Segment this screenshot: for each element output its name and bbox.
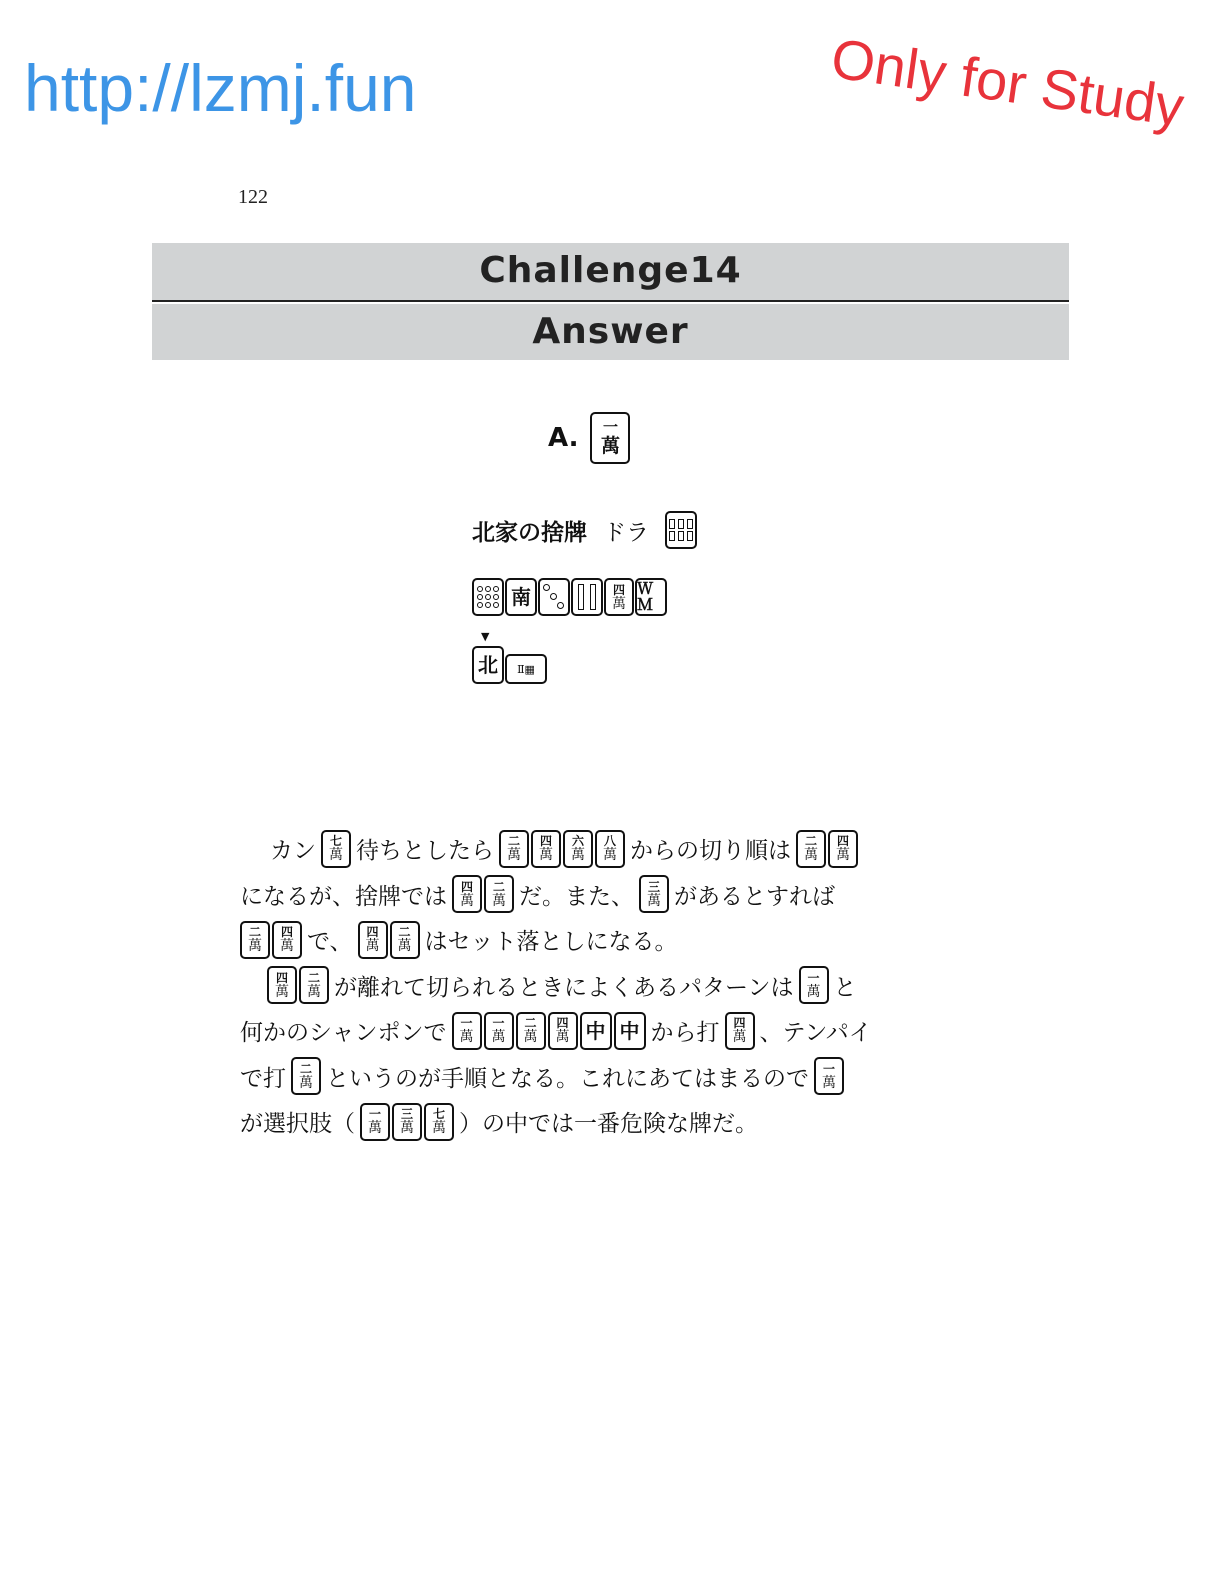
tile-1-man xyxy=(799,966,829,1004)
tile-3-man xyxy=(392,1103,422,1141)
tile-number: 七 xyxy=(432,1107,445,1122)
tile-suit: 萬 xyxy=(459,1029,474,1046)
text-line-4 xyxy=(240,963,960,1009)
tile-6-man xyxy=(563,830,593,868)
tile-2-man xyxy=(516,1012,546,1050)
tile-4-man xyxy=(267,966,297,1004)
tile-number: 四 xyxy=(539,834,552,849)
text-segment: はセット落としになる。 xyxy=(424,929,678,956)
tile-suit: 萬 xyxy=(248,938,262,955)
tile-suit: 萬 xyxy=(280,938,294,955)
tile-3-pin xyxy=(538,578,570,616)
watermark-url: http://lzmj.fun xyxy=(24,51,417,125)
text-segment: 、テンパイ xyxy=(759,1020,872,1047)
text-segment: からの切り順は xyxy=(630,838,791,865)
tile-2-man xyxy=(291,1057,321,1095)
text-segment: だ。また、 xyxy=(519,883,634,910)
header-block xyxy=(152,243,1069,360)
tile-suit: 萬 xyxy=(365,938,380,955)
tile-number: 二 xyxy=(307,970,320,985)
tile-2-man xyxy=(240,921,270,959)
tile-8-man xyxy=(595,830,625,868)
tile-suit: 萬 xyxy=(523,1029,538,1046)
challenge-title: Challenge14 xyxy=(152,243,1069,302)
tile-4-man xyxy=(604,578,634,616)
tile-2-man xyxy=(499,830,529,868)
tile-number: 七 xyxy=(329,834,342,849)
answer-title: Answer xyxy=(152,304,1069,360)
tile-4-man xyxy=(272,921,302,959)
tile-9-pin xyxy=(472,578,504,616)
tile-number: 二 xyxy=(299,1061,312,1076)
text-segment: になるが、捨牌では xyxy=(240,883,447,910)
dora-label: ドラ xyxy=(603,519,649,546)
riichi-marker-icon: ▼ xyxy=(481,630,490,643)
dora-tile-8-sou xyxy=(665,511,697,549)
tile-1-man xyxy=(360,1103,390,1141)
tile-number: 三 xyxy=(400,1107,413,1122)
tile-2-man xyxy=(390,921,420,959)
tile-3-man xyxy=(639,875,669,913)
page-number: 122 xyxy=(238,186,268,208)
text-line-6 xyxy=(240,1054,960,1100)
tile-number: 八 xyxy=(603,834,616,849)
tile-suit: 萬 xyxy=(491,1029,506,1046)
tile-4-man xyxy=(828,830,858,868)
discard-row-2 xyxy=(472,646,547,684)
discard-row-1 xyxy=(472,578,667,616)
tile-suit: 萬 xyxy=(732,1029,747,1046)
tile-2-sou xyxy=(571,578,603,616)
tile-number: 二 xyxy=(804,834,817,849)
tile-1-man xyxy=(452,1012,482,1050)
watermark-study: Only for Study xyxy=(827,26,1188,139)
tile-7-man xyxy=(321,830,351,868)
tile-2-man xyxy=(796,830,826,868)
answer-prefix: A. xyxy=(548,423,579,453)
tile-8-sou xyxy=(635,578,667,616)
tile-number: 二 xyxy=(492,879,505,894)
text-segment: から打 xyxy=(650,1020,720,1047)
tile-number: 四 xyxy=(836,834,849,849)
tile-number: 四 xyxy=(275,970,288,985)
tile-suit: 萬 xyxy=(806,983,821,1000)
text-line-1 xyxy=(240,826,960,872)
sou-1-glyph: Ⅱ▦ xyxy=(517,662,535,676)
tile-number: 四 xyxy=(366,925,379,940)
text-line-2 xyxy=(240,872,960,918)
tile-4-man xyxy=(725,1012,755,1050)
tile-suit: 萬 xyxy=(603,847,617,864)
tile-1-sou-sideways xyxy=(505,654,547,684)
text-line-7 xyxy=(240,1099,960,1145)
tile-south: 南 xyxy=(505,578,537,616)
text-line-3 xyxy=(240,917,960,963)
tile-suit: 萬 xyxy=(612,595,626,612)
tile-number: 一 xyxy=(368,1107,381,1122)
tile-number: 四 xyxy=(280,925,293,940)
discard-section-title xyxy=(472,508,697,552)
tile-suit: 萬 xyxy=(397,938,412,955)
tile-number: 三 xyxy=(647,879,660,894)
tile-number: 一 xyxy=(602,418,618,436)
tile-suit: 萬 xyxy=(804,847,818,864)
tile-number: 一 xyxy=(460,1016,473,1031)
tile-chun: 中 xyxy=(614,1012,646,1050)
tile-number: 一 xyxy=(807,970,820,985)
text-segment: が離れて切られるときによくあるパターンは xyxy=(334,974,794,1001)
explanation-text xyxy=(240,826,960,1145)
tile-suit: 萬 xyxy=(571,847,585,864)
text-segment: 待ちとしたら xyxy=(356,838,494,865)
tile-number: 二 xyxy=(507,834,520,849)
tile-number: 一 xyxy=(822,1061,835,1076)
tile-suit: 萬 xyxy=(307,983,321,1000)
tile-number: 二 xyxy=(398,925,411,940)
tile-chun: 中 xyxy=(580,1012,612,1050)
tile-suit: 萬 xyxy=(647,892,661,909)
tile-suit: 萬 xyxy=(822,1074,836,1091)
answer-line xyxy=(548,410,630,466)
text-segment: ）の中では一番危険な牌だ。 xyxy=(459,1111,758,1138)
text-segment: で、 xyxy=(307,929,353,956)
tile-suit: 萬 xyxy=(329,847,343,864)
text-segment: と xyxy=(833,974,857,1001)
discard-label: 北家の捨牌 xyxy=(472,519,587,546)
tile-number: 四 xyxy=(556,1016,569,1031)
tile-number: 四 xyxy=(612,582,625,597)
tile-number: 二 xyxy=(524,1016,537,1031)
tile-suit: 萬 xyxy=(275,983,289,1000)
tile-number: 二 xyxy=(248,925,261,940)
tile-suit: 萬 xyxy=(600,435,620,457)
tile-suit: 萬 xyxy=(539,847,553,864)
tile-suit: 萬 xyxy=(507,847,521,864)
tile-number: 一 xyxy=(492,1016,505,1031)
answer-tile xyxy=(590,412,630,464)
text-segment: が選択肢（ xyxy=(240,1111,355,1138)
tile-1-man xyxy=(484,1012,514,1050)
tile-suit: 萬 xyxy=(555,1029,570,1046)
tile-north: 北 xyxy=(472,646,504,684)
text-line-5 xyxy=(240,1008,960,1054)
text-segment: カン xyxy=(270,838,316,865)
sou-8-glyph: ＷＭ xyxy=(637,579,654,614)
text-segment: で打 xyxy=(240,1065,286,1092)
tile-suit: 萬 xyxy=(299,1074,313,1091)
tile-2-man xyxy=(484,875,514,913)
tile-4-man xyxy=(531,830,561,868)
tile-4-man xyxy=(358,921,388,959)
text-segment: というのが手順となる。これにあてはまるので xyxy=(326,1065,809,1092)
tile-1-man xyxy=(814,1057,844,1095)
tile-4-man xyxy=(452,875,482,913)
tile-2-man xyxy=(299,966,329,1004)
tile-number: 四 xyxy=(460,879,473,894)
tile-4-man xyxy=(548,1012,578,1050)
tile-suit: 萬 xyxy=(432,1120,446,1137)
tile-suit: 萬 xyxy=(836,847,850,864)
tile-number: 六 xyxy=(571,834,584,849)
tile-number: 四 xyxy=(733,1016,746,1031)
tile-7-man xyxy=(424,1103,454,1141)
tile-suit: 萬 xyxy=(460,892,474,909)
text-segment: 何かのシャンポンで xyxy=(240,1020,447,1047)
tile-suit: 萬 xyxy=(400,1120,414,1137)
tile-suit: 萬 xyxy=(492,892,506,909)
tile-suit: 萬 xyxy=(368,1120,382,1137)
text-segment: があるとすれば xyxy=(674,883,835,910)
